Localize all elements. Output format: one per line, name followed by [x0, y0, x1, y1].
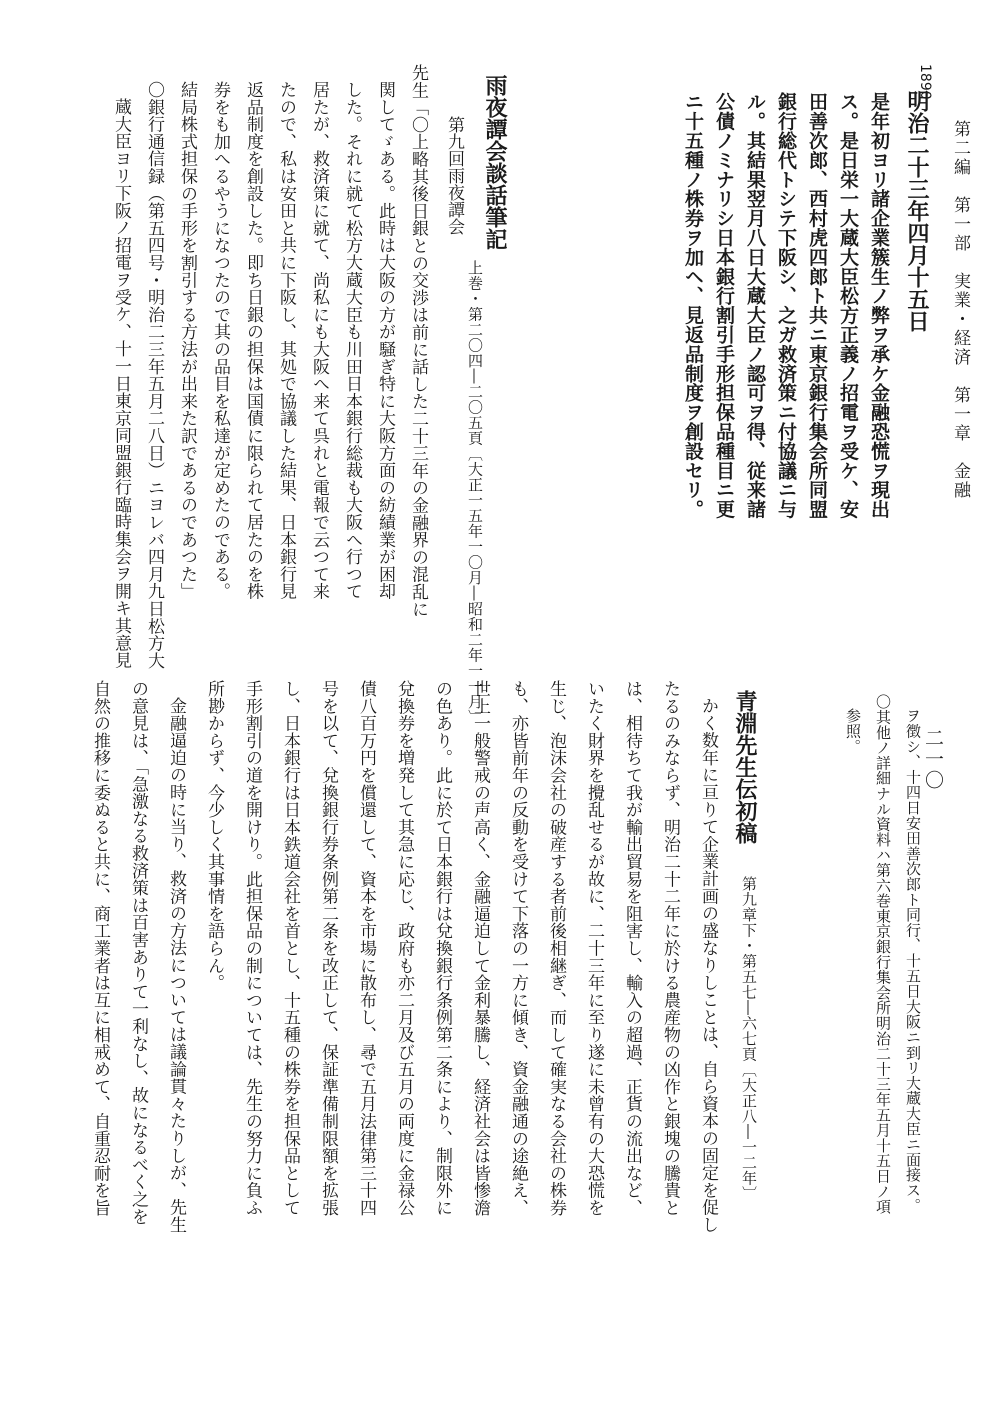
uya-line: たので、私は安田と共に下阪し、其処で協議した結果、日本銀行見	[276, 81, 296, 600]
entry-line: 公債ノミナリシ日本銀行割引手形担保品種目ニ更	[713, 92, 735, 519]
uya-note-line: 〇銀行通信録（第五四号・明治二三年五月二八日）ニヨレバ四月九日松方大	[144, 81, 164, 670]
chronology-entry	[682, 64, 933, 624]
uya-line: 返品制度を創設した。即ち日銀の担保は国債に限られて居たのを株	[243, 81, 263, 600]
entry-line: ル。其結果翌月八日大蔵大臣ノ認可ヲ得、従来諸	[744, 92, 766, 519]
uya-note-line: 蔵大臣ヨリ下阪ノ招電ヲ受ケ、十一日東京同盟銀行臨時集会ヲ開キ其意見	[111, 98, 131, 669]
seien-line: たるのみならず、明治二十二年に於ける農産物の凶作と銀塊の騰貴と	[660, 680, 680, 1217]
seien-source: 第九章下・第五七―六七頁〔大正八―一二年〕	[740, 876, 758, 1202]
seien-line: の意見は、「急激なる救済策は百害ありて一利なし、故になるべく之を	[128, 680, 148, 1226]
entry-line: 田善次郎、西村虎四郎ト共ニ東京銀行集会所同盟	[806, 92, 828, 519]
entry-line: 銀行総代トシテ下阪シ、之ガ救済策ニ付協議ニ与	[775, 92, 797, 519]
entry-line: 是年初ヨリ諸企業簇生ノ弊ヲ承ケ金融恐慌ヲ現出	[868, 92, 890, 519]
seien-line: の色あり。此に於て日本銀行は兌換銀行条例第二条により、制限外に	[432, 680, 452, 1217]
seien-line: 生じ、泡沫会社の破産する者前後相継ぎ、而して確実なる会社の株券	[546, 680, 566, 1217]
seien-line: 債八百万円を償還して、資本を市場に散布し、尋で五月法律第三十四	[356, 680, 376, 1217]
entry-year: 1890	[917, 64, 933, 100]
seien-line: は、相待ちて我が輸出貿易を阻害し、輸入の超過、正貨の流出など、	[622, 680, 642, 1217]
uya-subtitle: 第九回雨夜譚会	[444, 116, 464, 235]
seien-line: いたく財界を攪乱せるが故に、二十三年に至り遂に未曾有の大恐慌を	[584, 680, 604, 1217]
uya-line: 居たが、救済策に就て、尚私にも大阪へ来て呉れと電報で云つて来	[309, 81, 329, 600]
uya-line: 券をも加へるやうになつたので其の品目を私達が定めたのである。	[210, 81, 230, 600]
seien-line: 所尠からず、今少しく其事情を語らん。	[204, 680, 224, 992]
entry-line: ス。是日栄一大蔵大臣松方正義ノ招電ヲ受ケ、安	[837, 92, 859, 519]
reference-line: 〇其他ノ詳細ナル資料ハ第六巻東京銀行集会所明治二十三年五月十五日ノ項	[874, 694, 892, 1215]
seien-line: 自然の推移に委ぬると共に、商工業者は互に相戒めて、自重忍耐を旨	[90, 680, 110, 1217]
page-number: 二一〇	[922, 728, 944, 791]
uya-line: した。それに就て松方大蔵大臣も川田日本銀行総裁も大阪へ行つて	[342, 81, 362, 600]
uya-source: 上巻・第二〇四―二〇五頁〔大正一五年一〇月―昭和二年一一月〕	[466, 260, 484, 725]
reference-line: 参照。	[844, 708, 862, 754]
entry-line: ニ十五種ノ株券ヲ加ヘ、見返品制度ヲ創設セリ。	[682, 92, 704, 519]
seien-title: 青淵先生伝初稿	[732, 690, 758, 844]
uya-line: 関してゞある。此時は大阪の方が騒ぎ特に大阪方面の紡績業が困却	[375, 81, 395, 600]
uya-title: 雨夜譚会談話筆記	[482, 74, 508, 250]
uya-section	[106, 64, 508, 725]
seien-line: も、亦皆前年の反動を受けて下落の一方に傾き、資金融通の途絶え、	[508, 680, 528, 1217]
seien-line: 兌換券を増発して其急に応じ、政府も亦二月及び五月の両度に金禄公	[394, 680, 414, 1217]
uya-line: 先生「〇上略其後日銀との交渉は前に話した二十三年の金融界の混乱に	[408, 64, 428, 618]
seien-line: 手形割引の道を開けり。此担保品の制については、先生の努力に負ふ	[242, 680, 262, 1217]
seien-line: 号を以て、兌換銀行券条例第二条を改正して、保証準備制限額を拡張	[318, 680, 338, 1217]
reference-notes	[800, 680, 920, 1320]
uya-line: 結局株式担保の手形を割引する方法が出来た訳であるのであつた」	[177, 81, 197, 600]
entry-date: 明治二十三年四月十五日	[904, 90, 930, 332]
seien-line: 金融逼迫の時に当り、救済の方法については議論貫々たりしが、先生	[166, 697, 186, 1234]
running-header: 第二編 第一部 実業・経済 第一章 金融	[950, 120, 970, 500]
seien-line: 世上一般警戒の声高く、金融逼迫して金利暴騰し、経済社会は皆惨澹	[470, 680, 490, 1217]
seien-section	[76, 680, 756, 1320]
seien-line: かく数年に亘りて企業計画の盛なりしことは、自ら資本の固定を促し	[698, 697, 718, 1234]
seien-line: し、日本銀行は日本鉄道会社を首とし、十五種の株券を担保品として	[280, 680, 300, 1217]
reference-line: ヲ徴シ、十四日安田善次郎ト同行、十五日大阪ニ到リ大蔵大臣ニ面接ス。	[904, 708, 922, 1213]
